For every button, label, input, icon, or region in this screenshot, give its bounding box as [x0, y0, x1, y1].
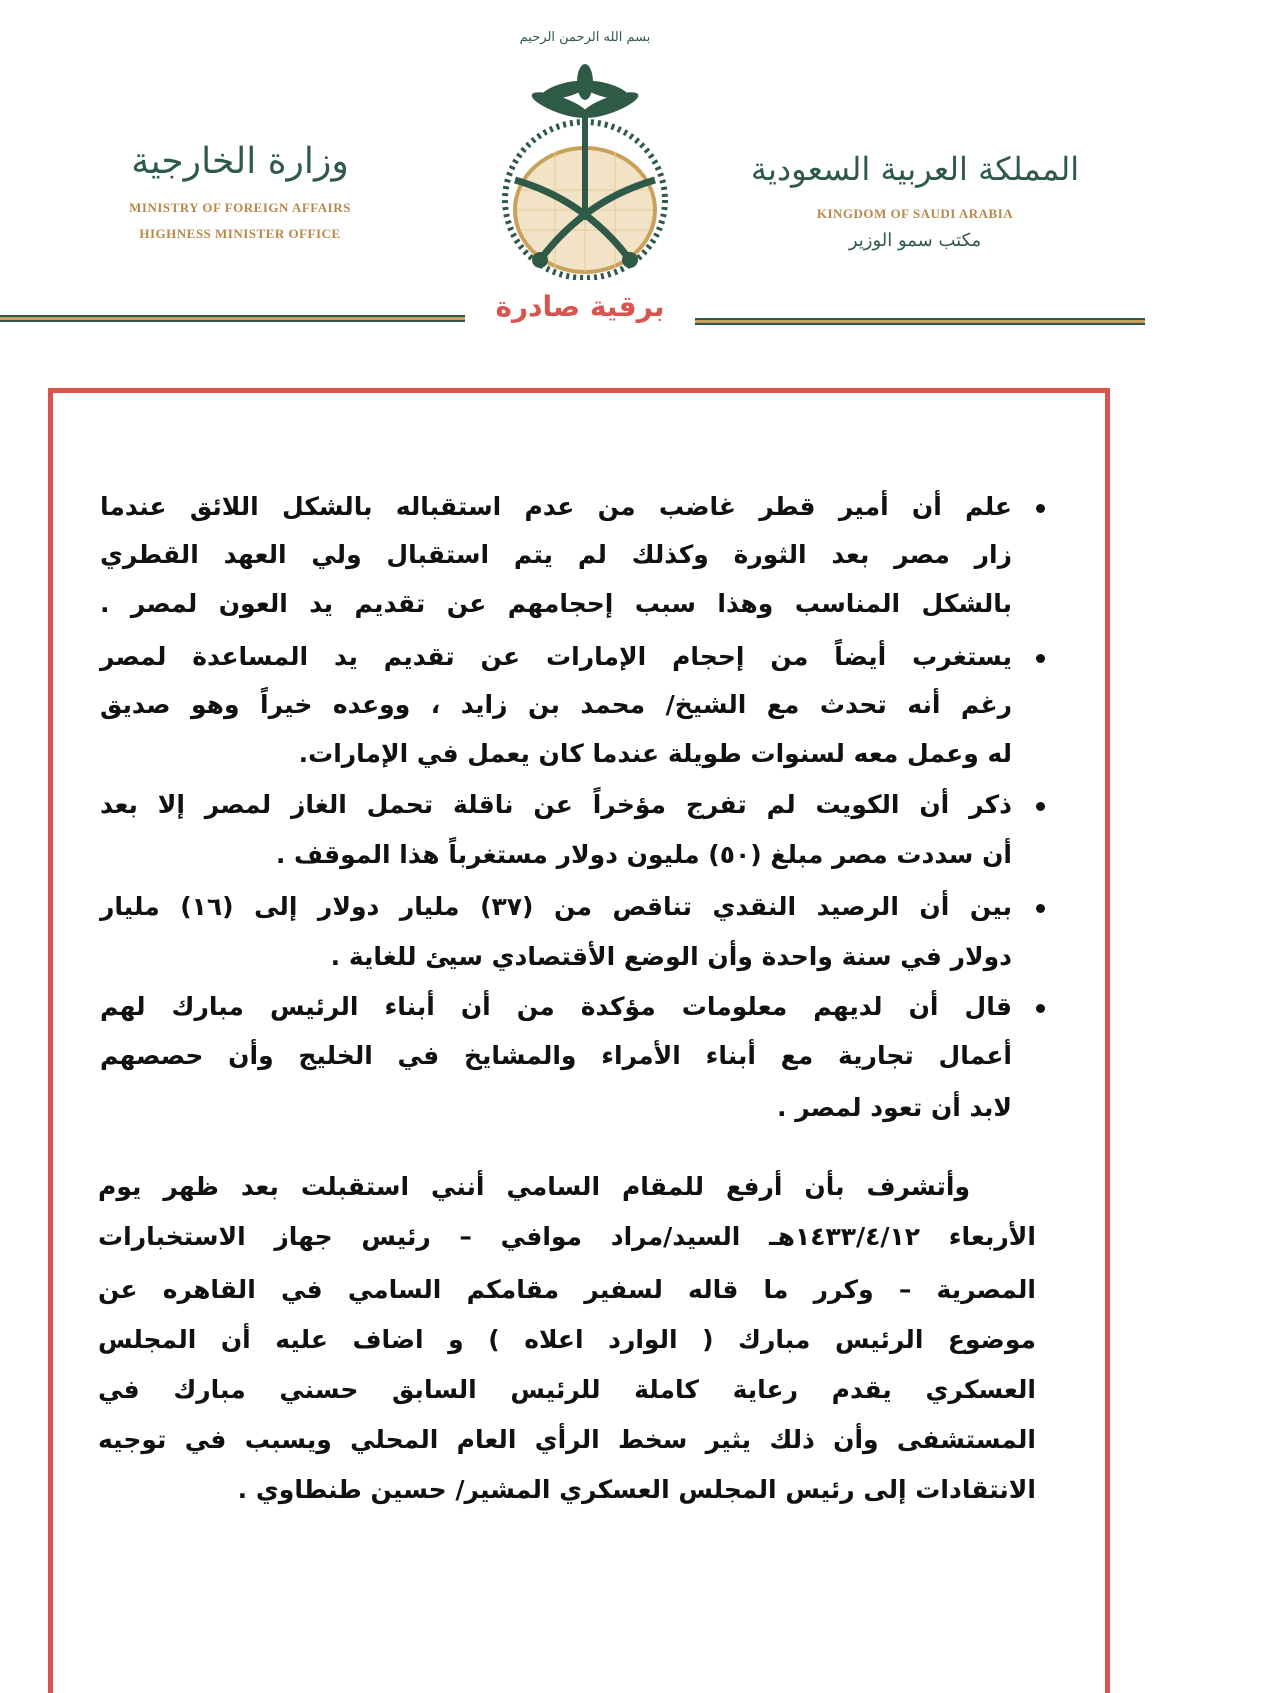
minister-office-arabic: مكتب سمو الوزير: [848, 230, 982, 251]
bullet-line: بين أن الرصيد النقدي تناقص من (٣٧) مليار دولار إلى (١٦) مليار: [100, 892, 1012, 921]
bullet-line: أعمال تجارية مع أبناء الأمراء والمشايخ في الخليج وأن حصصهم: [100, 1041, 1012, 1070]
kingdom-english-name: KINGDOM OF SAUDI ARABIA: [816, 206, 1014, 221]
minister-office-label: HIGHNESS MINISTER OFFICE: [139, 226, 341, 241]
bullet-line: يستغرب أيضاً من إحجام الإمارات عن تقديم يد المساعدة لمصر: [100, 642, 1012, 671]
ministry-arabic-name: وزارة الخارجية: [131, 141, 349, 182]
bullet-icon: [1036, 654, 1045, 663]
bullet-icon: [1036, 802, 1045, 811]
bullet-line: أن سددت مصر مبلغ (٥٠) مليون دولار مستغرباً هذا الموقف .: [275, 840, 1012, 869]
paragraph-line: وأتشرف بأن أرفع للمقام السامي أنني استقبلت بعد ظهر يوم: [98, 1172, 970, 1201]
bullet-line: رغم أنه تحدث مع الشيخ/ محمد بن زايد ، ووعده خيراً وهو صديق: [100, 690, 1012, 719]
bullet-line: زار مصر بعد الثورة وكذلك لم يتم استقبال ولي العهد القطري: [100, 540, 1012, 569]
paragraph-line: المصرية – وكرر ما قاله لسفير مقامكم السامي في القاهره عن: [98, 1275, 1036, 1304]
basmala: بسم الله الرحمن الرحيم: [519, 30, 651, 45]
bullet-icon: [1036, 504, 1045, 513]
paragraph-line: موضوع الرئيس مبارك ( الوارد اعلاه ) و اضاف عليه أن المجلس: [98, 1325, 1036, 1354]
bullet-line: ذكر أن الكويت لم تفرج مؤخراً عن ناقلة تحمل الغاز لمصر إلا بعد: [100, 790, 1012, 819]
ministry-english-name: MINISTRY OF FOREIGN AFFAIRS: [129, 200, 351, 215]
header-rule-left: [0, 315, 465, 322]
bullet-line: دولار في سنة واحدة وأن الوضع الأقتصادي سيئ للغاية .: [330, 942, 1012, 971]
header-rule-right: [695, 318, 1145, 325]
saudi-emblem-icon: [480, 60, 690, 280]
kingdom-arabic-name: المملكة العربية السعودية: [750, 150, 1080, 188]
bullet-icon: [1036, 904, 1045, 913]
document-title: برقية صادرة: [495, 290, 665, 323]
bullet-icon: [1036, 1004, 1045, 1013]
bullet-line: بالشكل المناسب وهذا سبب إحجامهم عن تقديم يد العون لمصر .: [100, 589, 1012, 618]
bullet-line: علم أن أمير قطر غاضب من عدم استقباله بالشكل اللائق عندما: [100, 492, 1012, 521]
bullet-line: له وعمل معه لسنوات طويلة عندما كان يعمل في الإمارات.: [298, 739, 1012, 768]
paragraph-line: الانتقادات إلى رئيس المجلس العسكري المشير/ حسين طنطاوي .: [237, 1475, 1036, 1504]
bullet-line: قال أن لديهم معلومات مؤكدة من أن أبناء الرئيس مبارك لهم: [100, 992, 1012, 1021]
bullet-line: لابد أن تعود لمصر .: [777, 1093, 1012, 1122]
paragraph-line: العسكري يقدم رعاية كاملة للرئيس السابق حسني مبارك في: [98, 1375, 1036, 1404]
paragraph-line: الأربعاء ١٤٣٣/٤/١٢هـ السيد/مراد موافي – رئيس جهاز الاستخبارات: [98, 1222, 1036, 1251]
paragraph-line: المستشفى وأن ذلك يثير سخط الرأي العام المحلي ويسبب في توجيه: [98, 1425, 1036, 1454]
